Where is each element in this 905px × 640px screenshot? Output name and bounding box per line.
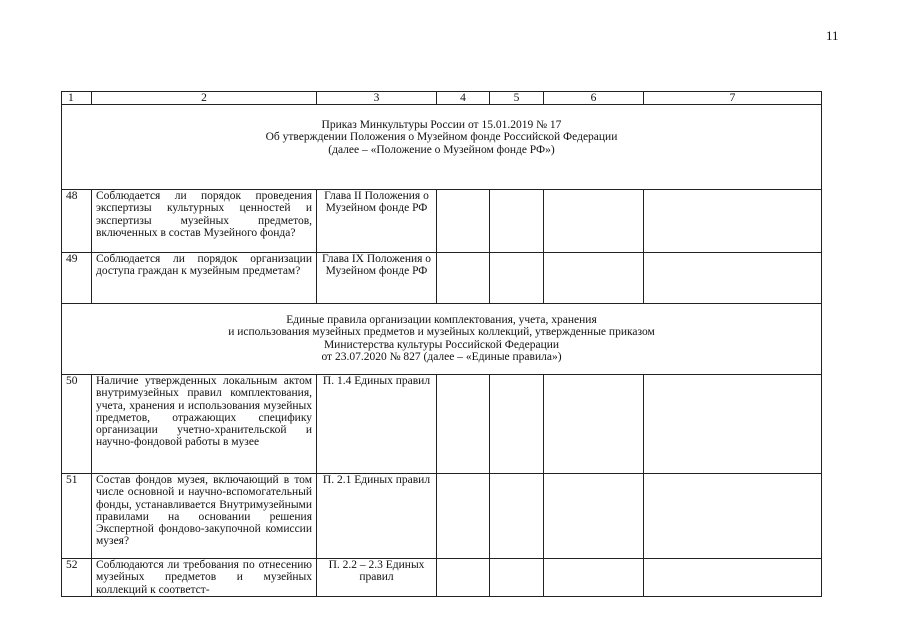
- row-number: 49: [62, 253, 92, 304]
- page-number: 11: [826, 28, 839, 43]
- empty-cell: [644, 474, 822, 559]
- header-cell: 4: [437, 92, 490, 105]
- checklist-table: [61, 91, 822, 597]
- row-question: Соблюдается ли порядок организации доступа граждан к музейным предметам?: [92, 253, 317, 304]
- empty-cell: [644, 253, 822, 304]
- header-row: [62, 92, 822, 105]
- row-reference: П. 1.4 Единых правил: [317, 375, 437, 474]
- header-cell: 3: [317, 92, 437, 105]
- header-cell: 5: [490, 92, 544, 105]
- header-cell: 6: [544, 92, 644, 105]
- section-heading-row: [62, 304, 822, 375]
- empty-cell: [544, 190, 644, 253]
- empty-cell: [544, 253, 644, 304]
- row-number: 50: [62, 375, 92, 474]
- table-row: [62, 253, 822, 304]
- empty-cell: [544, 559, 644, 597]
- section-heading-line: Единые правила организации комплектования, учета, хранения: [286, 314, 597, 327]
- section-heading-line: и использования музейных предметов и музейных коллекций, утвержденные приказом: [228, 326, 655, 339]
- header-cell: 2: [92, 92, 317, 105]
- header-cell: 7: [644, 92, 822, 105]
- empty-cell: [437, 375, 490, 474]
- empty-cell: [644, 559, 822, 597]
- empty-cell: [644, 190, 822, 253]
- empty-cell: [644, 375, 822, 474]
- row-reference: П. 2.1 Единых правил: [317, 474, 437, 559]
- header-cell: 1: [62, 92, 92, 105]
- row-number: 52: [62, 559, 92, 597]
- row-reference: Глава IX Положения о Музейном фонде РФ: [317, 253, 437, 304]
- table-row: [62, 559, 822, 597]
- section-heading: [62, 105, 822, 190]
- section-heading: [62, 304, 822, 375]
- row-question: Соблюдается ли порядок проведения экспертизы культурных ценностей и экспертизы музейных предметов, включенных в состав Музейного фонда?: [92, 190, 317, 253]
- row-question: Соблюдаются ли требования по отнесению музейных предметов и музейных коллекций к соответст-: [92, 559, 317, 597]
- table-row: [62, 474, 822, 559]
- row-question: Состав фондов музея, включающий в том числе основной и научно-вспомогательный фонды, устанавливается Внутримузейными правилами на основании решения Экспертной фондово-закупочной комиссии музея?: [92, 474, 317, 559]
- row-number: 51: [62, 474, 92, 559]
- empty-cell: [437, 253, 490, 304]
- section-heading-line: от 23.07.2020 № 827 (далее – «Единые правила»): [321, 350, 562, 363]
- section-heading-line: Министерства культуры Российской Федерации: [323, 338, 560, 351]
- table-row: [62, 190, 822, 253]
- empty-cell: [490, 559, 544, 597]
- empty-cell: [490, 375, 544, 474]
- empty-cell: [490, 190, 544, 253]
- empty-cell: [437, 190, 490, 253]
- row-reference: П. 2.2 – 2.3 Единых правил: [317, 559, 437, 597]
- section-heading-line: Об утверждении Положения о Музейном фонде Российской Федерации: [265, 131, 618, 144]
- empty-cell: [544, 474, 644, 559]
- row-question: Наличие утвержденных локальным актом внутримузейных правил комплектования, учета, хранения и использования музейных предметов, отражающих специфику организации учетно-хранительской и научно-фондовой работы в музее: [92, 375, 317, 474]
- section-heading-line: Приказ Минкультуры России от 15.01.2019 № 17: [321, 119, 562, 132]
- empty-cell: [544, 375, 644, 474]
- empty-cell: [437, 474, 490, 559]
- row-reference: Глава II Положения о Музейном фонде РФ: [317, 190, 437, 253]
- table-row: [62, 375, 822, 474]
- empty-cell: [437, 559, 490, 597]
- empty-cell: [490, 253, 544, 304]
- section-heading-line: (далее – «Положение о Музейном фонде РФ»): [328, 143, 555, 156]
- row-number: 48: [62, 190, 92, 253]
- section-heading-row: [62, 105, 822, 190]
- empty-cell: [490, 474, 544, 559]
